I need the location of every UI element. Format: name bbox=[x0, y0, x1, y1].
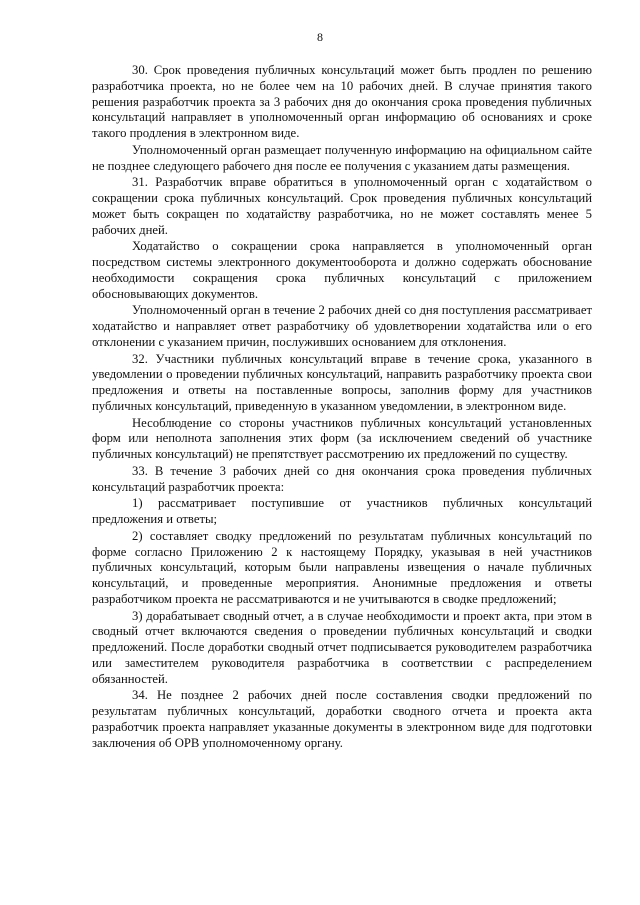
paragraph-33: 33. В течение 3 рабочих дней со дня окончания срока проведения публичных консультаций разработчик проекта: bbox=[92, 463, 592, 494]
page-number: 8 bbox=[317, 30, 323, 44]
paragraph-30: 30. Срок проведения публичных консультаций может быть продлен по решению разработчика проекта, но не более чем на 10 рабочих дней. В случае принятия такого решения разработчик проекта за 3 рабочих дня до окончания срока проведения публичных консультаций направляет в уполномоченный орган информацию об основаниях и сроке такого продления в электронном виде. bbox=[92, 63, 592, 140]
paragraph-31-petition: Ходатайство о сокращении срока направляется в уполномоченный орган посредством системы электронного документооборота и должно содержать обоснование необходимости сокращения срока публичных консультаций с приложением обосновывающих документов. bbox=[92, 239, 592, 301]
paragraph-34: 34. Не позднее 2 рабочих дней после составления сводки предложений по результатам публичных консультаций, доработки сводного отчета и проекта акта разработчик проекта направляет указанные документы в электронном виде для подготовки заключения об ОРВ уполномоченному органу. bbox=[92, 688, 592, 750]
paragraph-31: 31. Разработчик вправе обратиться в уполномоченный орган с ходатайством о сокращении срока публичных консультаций. Срок проведения публичных консультаций может быть сокращен по ходатайству разработчика, но не может составлять менее 5 рабочих дней. bbox=[92, 175, 592, 237]
paragraph-31-review: Уполномоченный орган в течение 2 рабочих дней со дня поступления рассматривает ходатайство и направляет ответ разработчику об удовлетворении ходатайства или о его отклонении с указанием причин, послуживших основанием для отклонения. bbox=[92, 303, 592, 349]
list-item-2: 2) составляет сводку предложений по результатам публичных консультаций по форме согласно Приложению 2 к настоящему Порядку, указывая в ней участников публичных консультаций, которым были направлены извещения о начале публичных консультаций, и проведенные мероприятия. Анонимные предложения и ответы разработчиком проекта не рассматриваются и не учитываются в сводке предложений; bbox=[92, 528, 592, 606]
list-item-1: 1) рассматривает поступившие от участников публичных консультаций предложения и ответы; bbox=[92, 496, 592, 526]
document-body bbox=[92, 63, 592, 752]
paragraph-32-forms: Несоблюдение со стороны участников публичных консультаций установленных форм или неполнота заполнения этих форм (за исключением сведений об участнике публичных консультаций) не препятствует рассмотрению их предложений по существу. bbox=[92, 415, 592, 461]
list-item-3: 3) дорабатывает сводный отчет, а в случае необходимости и проект акта, при этом в сводный отчет включаются сведения о проведении публичных консультаций и сводки предложений. После доработки сводный отчет подписывается руководителем разработчика или заместителем руководителя разработчика в соответствии с распределением обязанностей. bbox=[92, 608, 592, 686]
paragraph-32: 32. Участники публичных консультаций вправе в течение срока, указанного в уведомлении о проведении публичных консультаций, направить разработчику проекта свои предложения и ответы на поставленные вопросы, заполнив форму для участников публичных консультаций, приведенную в указанном уведомлении, в электронном виде. bbox=[92, 351, 592, 413]
paragraph-30-publication: Уполномоченный орган размещает полученную информацию на официальном сайте не позднее следующего рабочего дня после ее получения с указанием даты размещения. bbox=[92, 142, 592, 173]
